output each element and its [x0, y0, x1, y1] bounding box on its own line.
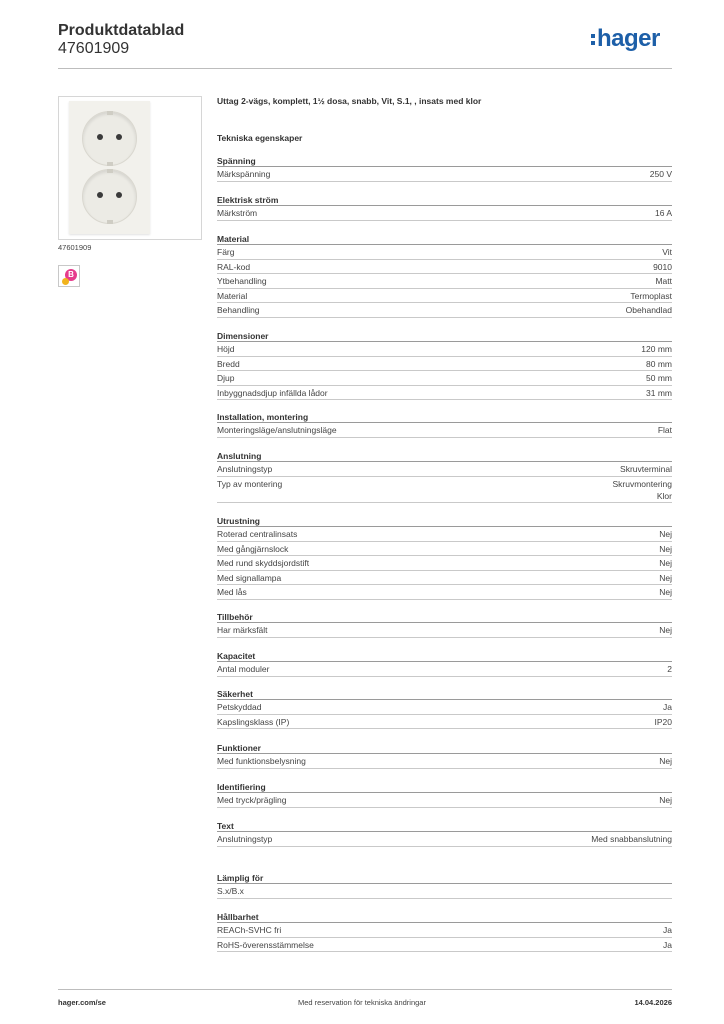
spec-section: [217, 194, 672, 221]
product-number: 47601909: [58, 40, 130, 57]
spec-row: [217, 423, 672, 438]
spec-row: [217, 462, 672, 477]
footer-disclaimer: Med reservation för tekniska ändringar: [298, 998, 426, 1007]
section-header: Lämplig för: [217, 872, 672, 884]
spec-value: 31 mm: [646, 387, 672, 398]
spec-label: Kapslingsklass (IP): [217, 716, 290, 727]
footer-divider: [58, 989, 672, 990]
spec-value: 80 mm: [646, 358, 672, 369]
section-header: Dimensioner: [217, 330, 672, 342]
spec-label: Ytbehandling: [217, 276, 267, 287]
socket-outlet-top: [82, 111, 137, 166]
spec-value: Ja: [663, 925, 672, 935]
spec-label: Märkström: [217, 208, 258, 218]
spec-label: Höjd: [217, 344, 235, 354]
spec-label: Djup: [217, 373, 235, 384]
spec-label: Färg: [217, 247, 235, 257]
spec-section: [217, 911, 672, 952]
section-header: Anslutning: [217, 450, 672, 462]
spec-value: Flat: [657, 425, 672, 435]
spec-label: Anslutningstyp: [217, 834, 273, 844]
spec-row: [217, 623, 672, 638]
hager-logo: [591, 27, 660, 51]
section-header: Installation, montering: [217, 411, 672, 423]
certification-badge-icon: [58, 265, 80, 287]
section-header: Spänning: [217, 155, 672, 167]
spec-row: [217, 386, 672, 401]
spec-section: [217, 611, 672, 638]
spec-label: Monteringsläge/anslutningsläge: [217, 425, 337, 435]
socket-outlet-bottom: [82, 169, 137, 224]
spec-row: [217, 585, 672, 600]
spec-label: Har märksfält: [217, 625, 268, 635]
spec-label: Anslutningstyp: [217, 464, 273, 474]
image-caption: 47601909: [58, 243, 92, 252]
spec-row: [217, 260, 672, 275]
spec-value: Nej: [659, 756, 672, 766]
spec-value: Nej: [659, 529, 672, 539]
section-header: Text: [217, 820, 672, 832]
spec-value: Termoplast: [630, 290, 672, 301]
product-details: [217, 96, 672, 143]
spec-value: Nej: [659, 572, 672, 583]
spec-label: Med funktionsbelysning: [217, 756, 306, 766]
spec-row: [217, 938, 672, 953]
spec-label: REACh-SVHC fri: [217, 925, 282, 935]
spec-row: [217, 206, 672, 221]
spec-row: [217, 832, 672, 847]
spec-value: 120 mm: [641, 344, 672, 354]
spec-value: Ja: [663, 702, 672, 712]
spec-row: [217, 357, 672, 372]
section-header: Utrustning: [217, 515, 672, 527]
spec-label: Med gångjärnslock: [217, 543, 289, 554]
spec-value: 9010: [653, 261, 672, 272]
socket-plate-image: [69, 101, 150, 234]
spec-value: Nej: [659, 543, 672, 554]
spec-section: [217, 411, 672, 438]
spec-value: IP20: [654, 716, 672, 727]
spec-section: [217, 820, 672, 847]
spec-value: 250 V: [649, 169, 672, 179]
spec-row: [217, 477, 672, 503]
footer-website[interactable]: hager.com/se: [58, 998, 106, 1007]
spec-section: [217, 872, 672, 899]
spec-value: Obehandlad: [625, 305, 672, 316]
section-header: Säkerhet: [217, 688, 672, 700]
spec-row: [217, 371, 672, 386]
spec-section: [217, 330, 672, 400]
spec-row: [217, 274, 672, 289]
spec-label: RAL-kod: [217, 261, 251, 272]
section-header: Material: [217, 233, 672, 245]
spec-row: [217, 793, 672, 808]
spec-label: Med rund skyddsjordstift: [217, 558, 310, 569]
spec-value: 2: [667, 664, 672, 674]
spec-label: Petskyddad: [217, 702, 262, 712]
spec-label: Med signallampa: [217, 572, 282, 583]
page-title: Produktdatablad: [58, 22, 185, 39]
spec-label: S.x/B.x: [217, 886, 244, 896]
spec-row: [217, 542, 672, 557]
spec-row: [217, 527, 672, 542]
spec-label: Märkspänning: [217, 169, 271, 179]
spec-value: Nej: [659, 625, 672, 635]
spec-value: Nej: [659, 558, 672, 569]
spec-label: Bredd: [217, 358, 240, 369]
section-header: Funktioner: [217, 742, 672, 754]
section-header: Tillbehör: [217, 611, 672, 623]
product-image: [58, 96, 202, 240]
spec-value: Skruvmontering Klor: [612, 478, 672, 501]
badge-letter: B: [65, 269, 77, 281]
spec-section: [217, 233, 672, 318]
spec-section: [217, 450, 672, 503]
spec-row: [217, 662, 672, 677]
spec-value: Nej: [659, 795, 672, 805]
spec-value: 16 A: [654, 208, 672, 218]
spec-value: Med snabbanslutning: [591, 834, 672, 844]
spec-value: Nej: [659, 587, 672, 598]
spec-row: [217, 303, 672, 318]
spec-row: [217, 884, 672, 899]
spec-section: [217, 650, 672, 677]
spec-value: Ja: [663, 939, 672, 950]
spec-value: Skruvterminal: [620, 464, 672, 474]
spec-section: [217, 515, 672, 600]
spec-row: [217, 342, 672, 357]
spec-value: 50 mm: [646, 373, 672, 384]
spec-row: [217, 167, 672, 182]
product-title: Uttag 2-vägs, komplett, 1½ dosa, snabb, Vit, S.1, , insats med klor: [217, 96, 482, 106]
spec-label: Behandling: [217, 305, 260, 316]
spec-row: [217, 571, 672, 586]
spec-label: Med tryck/prägling: [217, 795, 287, 805]
spec-row: [217, 715, 672, 730]
spec-label: Roterad centralinsats: [217, 529, 298, 539]
spec-label: Med lås: [217, 587, 247, 598]
spec-label: Material: [217, 290, 248, 301]
spec-label: Antal moduler: [217, 664, 270, 674]
spec-section: [217, 781, 672, 808]
logo-text: hager: [597, 25, 660, 52]
section-header: Kapacitet: [217, 650, 672, 662]
spec-value: Vit: [662, 247, 672, 257]
spec-section: [217, 688, 672, 729]
spec-row: [217, 700, 672, 715]
section-header: Elektrisk ström: [217, 194, 672, 206]
header-divider: [58, 68, 672, 69]
spec-row: [217, 556, 672, 571]
spec-row: [217, 289, 672, 304]
logo-dots-icon: [591, 34, 595, 45]
tech-properties-heading: Tekniska egenskaper: [217, 133, 303, 143]
spec-row: [217, 245, 672, 260]
spec-label: Inbyggnadsdjup infällda lådor: [217, 387, 328, 398]
spec-row: [217, 754, 672, 769]
spec-label: Typ av montering: [217, 478, 283, 489]
section-header: Hållbarhet: [217, 911, 672, 923]
spec-row: [217, 923, 672, 938]
section-header: Identifiering: [217, 781, 672, 793]
spec-value: Matt: [655, 276, 672, 287]
footer-date: 14.04.2026: [634, 998, 672, 1007]
spec-section: [217, 155, 672, 182]
spec-section: [217, 742, 672, 769]
spec-label: RoHS-överensstämmelse: [217, 939, 314, 950]
